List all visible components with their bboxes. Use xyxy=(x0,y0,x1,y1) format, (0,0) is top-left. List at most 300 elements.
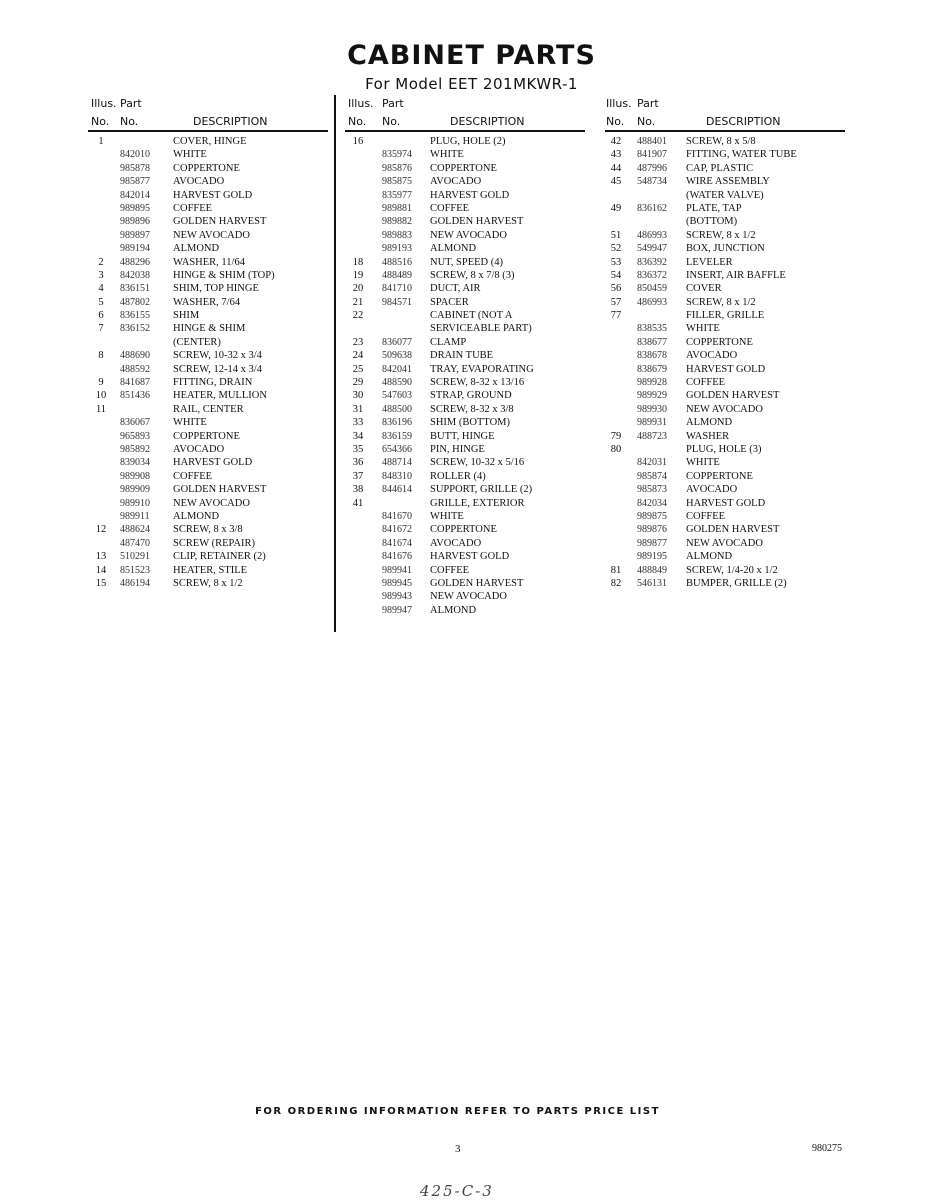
part-row xyxy=(605,350,847,363)
part-description: (CENTER) xyxy=(173,336,221,348)
part-description: HARVEST GOLD xyxy=(430,189,510,201)
part-number: 841676 xyxy=(382,551,412,563)
part-description: WHITE xyxy=(686,457,720,469)
part-number: 989908 xyxy=(120,470,150,482)
part-description: COFFEE xyxy=(173,202,213,214)
part-number: 989896 xyxy=(120,216,150,228)
part-number: 835977 xyxy=(382,189,412,201)
part-number: 989877 xyxy=(637,537,667,549)
part-description: COPPERTONE xyxy=(430,524,497,536)
part-description: ALMOND xyxy=(173,510,220,522)
part-row xyxy=(605,283,847,296)
part-description: WHITE xyxy=(430,510,464,522)
part-number: 510291 xyxy=(120,551,150,563)
illus-number: 23 xyxy=(352,336,364,348)
part-row xyxy=(345,551,587,564)
part-number: 486993 xyxy=(637,229,667,241)
part-description: COPPERTONE xyxy=(173,430,240,442)
part-number: 838678 xyxy=(637,350,667,362)
part-description: SCREW, 8-32 x 3/8 xyxy=(430,403,514,415)
part-row xyxy=(88,538,330,551)
part-number: 488590 xyxy=(382,377,412,389)
page-title: CABINET PARTS xyxy=(347,40,596,71)
part-description: HEATER, MULLION xyxy=(173,390,267,402)
part-description: WIRE ASSEMBLY xyxy=(686,176,770,188)
part-number: 989910 xyxy=(120,497,150,509)
part-description: COPPERTONE xyxy=(686,336,753,348)
part-row xyxy=(345,270,587,283)
part-number: 985875 xyxy=(382,176,412,188)
part-number: 842010 xyxy=(120,149,150,161)
part-row xyxy=(345,283,587,296)
page-number: 3 xyxy=(455,1143,461,1155)
part-row xyxy=(88,257,330,270)
part-row xyxy=(88,377,330,390)
part-number: 836159 xyxy=(382,430,412,442)
part-description: AVOCADO xyxy=(173,443,225,455)
part-number: 546131 xyxy=(637,577,667,589)
part-number: 841672 xyxy=(382,524,412,536)
part-row xyxy=(605,337,847,350)
part-number: 985876 xyxy=(382,162,412,174)
part-row xyxy=(345,444,587,457)
part-row xyxy=(605,257,847,270)
part-description: GOLDEN HARVEST xyxy=(430,577,524,589)
document-code: 980275 xyxy=(812,1143,842,1154)
part-row xyxy=(345,538,587,551)
part-description: COVER xyxy=(686,283,722,295)
part-label: Part xyxy=(120,97,142,110)
illus-number: 53 xyxy=(610,256,622,268)
part-description: COFFEE xyxy=(686,377,726,389)
part-row xyxy=(345,243,587,256)
part-number: 839034 xyxy=(120,457,150,469)
part-number: 989195 xyxy=(637,551,667,563)
part-number: 985877 xyxy=(120,176,150,188)
part-description: ALMOND xyxy=(686,417,733,429)
part-description: GOLDEN HARVEST xyxy=(686,390,780,402)
part-description: ALMOND xyxy=(173,243,220,255)
part-number: 488296 xyxy=(120,256,150,268)
part-number: 989897 xyxy=(120,229,150,241)
part-number: 487802 xyxy=(120,296,150,308)
part-description: (BOTTOM) xyxy=(686,216,738,228)
part-row xyxy=(345,498,587,511)
illus-number: 31 xyxy=(352,403,364,415)
part-number: 838535 xyxy=(637,323,667,335)
part-number: 488489 xyxy=(382,269,412,281)
part-row xyxy=(88,176,330,189)
illus-number: 77 xyxy=(610,310,622,322)
part-row xyxy=(345,591,587,604)
part-row xyxy=(605,404,847,417)
part-row xyxy=(88,511,330,524)
part-row xyxy=(605,323,847,336)
illus-number: 11 xyxy=(95,403,107,415)
part-description: GOLDEN HARVEST xyxy=(686,524,780,536)
part-row xyxy=(88,457,330,470)
part-description: COPPERTONE xyxy=(430,162,497,174)
part-row xyxy=(605,149,847,162)
part-description: SCREW, 8 x 1/2 xyxy=(686,229,756,241)
illus-number: 56 xyxy=(610,283,622,295)
part-row xyxy=(88,431,330,444)
part-row xyxy=(88,350,330,363)
part-row xyxy=(345,431,587,444)
part-row xyxy=(88,270,330,283)
part-number: 836196 xyxy=(382,417,412,429)
part-description: COFFEE xyxy=(686,510,726,522)
illus-number: 41 xyxy=(352,497,364,509)
part-row xyxy=(605,484,847,497)
part-description: FITTING, DRAIN xyxy=(173,377,253,389)
part-row xyxy=(605,431,847,444)
part-row xyxy=(605,498,847,511)
part-description: BUMPER, GRILLE (2) xyxy=(686,577,787,589)
part-description: CABINET (NOT A xyxy=(430,310,513,322)
part-row xyxy=(345,337,587,350)
part-row xyxy=(345,230,587,243)
part-row xyxy=(345,484,587,497)
part-number: 989194 xyxy=(120,243,150,255)
description-label: DESCRIPTION xyxy=(450,115,525,128)
part-number: 488592 xyxy=(120,363,150,375)
part-description: SERVICEABLE PART) xyxy=(430,323,532,335)
part-row xyxy=(88,337,330,350)
part-number: 842041 xyxy=(382,363,412,375)
part-number: 488500 xyxy=(382,403,412,415)
part-row xyxy=(345,511,587,524)
part-row xyxy=(88,484,330,497)
part-row xyxy=(605,270,847,283)
part-number: 836155 xyxy=(120,310,150,322)
part-number: 989193 xyxy=(382,243,412,255)
part-description: NEW AVOCADO xyxy=(686,537,763,549)
part-row xyxy=(88,190,330,203)
illus-number: 36 xyxy=(352,457,364,469)
part-row xyxy=(605,136,847,149)
part-description: WHITE xyxy=(430,149,464,161)
part-row xyxy=(88,243,330,256)
part-row xyxy=(88,323,330,336)
part-row xyxy=(605,310,847,323)
part-description: SCREW, 8 x 3/8 xyxy=(173,524,243,536)
part-number: 989930 xyxy=(637,403,667,415)
part-description: AVOCADO xyxy=(430,537,482,549)
part-description: COPPERTONE xyxy=(686,470,753,482)
illus-number: 20 xyxy=(352,283,364,295)
part-row xyxy=(345,457,587,470)
part-row xyxy=(88,149,330,162)
illus-number: 18 xyxy=(352,256,364,268)
part-description: SCREW, 8 x 1/2 xyxy=(173,577,243,589)
part-number: 841687 xyxy=(120,377,150,389)
part-number: 836077 xyxy=(382,336,412,348)
part-description: AVOCADO xyxy=(173,176,225,188)
part-description: PLATE, TAP xyxy=(686,202,742,214)
illus-number: 24 xyxy=(352,350,364,362)
part-row xyxy=(605,230,847,243)
illus-no-label: No. xyxy=(606,115,625,128)
part-description: DRAIN TUBE xyxy=(430,350,494,362)
part-row xyxy=(345,404,587,417)
part-number: 548734 xyxy=(637,176,667,188)
parts-column-1 xyxy=(88,95,330,591)
illus-number: 4 xyxy=(98,283,104,295)
illus-number: 33 xyxy=(352,417,364,429)
part-number: 989882 xyxy=(382,216,412,228)
part-row xyxy=(345,310,587,323)
part-no-label: No. xyxy=(120,115,139,128)
part-row xyxy=(88,551,330,564)
part-number: 836372 xyxy=(637,269,667,281)
parts-column-2 xyxy=(345,95,587,618)
part-description: COFFEE xyxy=(430,202,470,214)
illus-number: 57 xyxy=(610,296,622,308)
part-row xyxy=(605,377,847,390)
illus-number: 29 xyxy=(352,377,364,389)
part-row xyxy=(345,216,587,229)
part-description: COVER, HINGE xyxy=(173,136,247,147)
part-description: SCREW, 10-32 x 3/4 xyxy=(173,350,262,362)
part-description: CLAMP xyxy=(430,336,467,348)
part-description: HINGE & SHIM xyxy=(173,323,246,335)
part-number: 989881 xyxy=(382,202,412,214)
parts-list xyxy=(605,136,847,591)
part-number: 989909 xyxy=(120,484,150,496)
part-description: HARVEST GOLD xyxy=(173,189,253,201)
illus-number: 2 xyxy=(98,256,104,268)
part-number: 841710 xyxy=(382,283,412,295)
part-row xyxy=(88,364,330,377)
part-row xyxy=(88,203,330,216)
part-label: Part xyxy=(637,97,659,110)
part-description: SHIM, TOP HINGE xyxy=(173,283,259,295)
part-description: BUTT, HINGE xyxy=(430,430,495,442)
illus-label: Illus. xyxy=(91,97,117,110)
illus-number: 79 xyxy=(610,430,622,442)
part-row xyxy=(605,417,847,430)
part-description: ROLLER (4) xyxy=(430,470,486,482)
illus-number: 49 xyxy=(610,202,622,214)
part-row xyxy=(88,390,330,403)
part-row xyxy=(88,230,330,243)
column-header xyxy=(605,95,847,131)
part-number: 654366 xyxy=(382,443,412,455)
part-row xyxy=(88,498,330,511)
part-description: SCREW, 10-32 x 5/16 xyxy=(430,457,525,469)
part-description: SUPPORT, GRILLE (2) xyxy=(430,484,533,496)
part-description: DUCT, AIR xyxy=(430,283,481,295)
part-number: 488401 xyxy=(637,136,667,147)
part-row xyxy=(605,524,847,537)
part-description: FITTING, WATER TUBE xyxy=(686,149,797,161)
part-description: CLIP, RETAINER (2) xyxy=(173,551,266,563)
part-number: 851523 xyxy=(120,564,150,576)
illus-number: 14 xyxy=(95,564,107,576)
part-row xyxy=(605,551,847,564)
part-number: 488690 xyxy=(120,350,150,362)
part-row xyxy=(345,364,587,377)
part-row xyxy=(345,323,587,336)
part-description: SCREW, 8 x 7/8 (3) xyxy=(430,269,515,281)
part-description: FILLER, GRILLE xyxy=(686,310,765,322)
part-row xyxy=(345,377,587,390)
part-number: 488723 xyxy=(637,430,667,442)
part-description: PIN, HINGE xyxy=(430,443,485,455)
part-description: AVOCADO xyxy=(686,350,738,362)
part-number: 842038 xyxy=(120,269,150,281)
illus-number: 30 xyxy=(352,390,364,402)
part-description: AVOCADO xyxy=(686,484,738,496)
part-row xyxy=(345,257,587,270)
part-description: WHITE xyxy=(173,417,207,429)
part-row xyxy=(605,390,847,403)
illus-label: Illus. xyxy=(348,97,374,110)
part-row xyxy=(345,190,587,203)
part-description: HARVEST GOLD xyxy=(430,551,510,563)
part-row xyxy=(345,297,587,310)
illus-number: 37 xyxy=(352,470,364,482)
part-row xyxy=(605,471,847,484)
part-number: 989928 xyxy=(637,377,667,389)
part-number: 841907 xyxy=(637,149,667,161)
part-number: 842031 xyxy=(637,457,667,469)
illus-number: 5 xyxy=(98,296,104,308)
illus-number: 35 xyxy=(352,443,364,455)
part-number: 989875 xyxy=(637,510,667,522)
part-number: 989883 xyxy=(382,229,412,241)
illus-number: 52 xyxy=(610,243,622,255)
illus-number: 3 xyxy=(98,269,104,281)
part-description: ALMOND xyxy=(430,243,477,255)
illus-number: 12 xyxy=(95,524,107,536)
description-label: DESCRIPTION xyxy=(193,115,268,128)
part-number: 836392 xyxy=(637,256,667,268)
illus-label: Illus. xyxy=(606,97,632,110)
part-description: HEATER, STILE xyxy=(173,564,248,576)
illus-number: 80 xyxy=(610,443,622,455)
part-description: NEW AVOCADO xyxy=(173,497,250,509)
part-row xyxy=(88,565,330,578)
part-row xyxy=(88,404,330,417)
part-number: 838679 xyxy=(637,363,667,375)
part-number: 842014 xyxy=(120,189,150,201)
part-number: 989895 xyxy=(120,202,150,214)
part-description: SCREW (REPAIR) xyxy=(173,537,255,549)
part-row xyxy=(345,350,587,363)
part-row xyxy=(605,163,847,176)
illus-number: 43 xyxy=(610,149,622,161)
part-description: SPACER xyxy=(430,296,469,308)
illus-number: 34 xyxy=(352,430,364,442)
part-row xyxy=(88,578,330,591)
part-row xyxy=(345,149,587,162)
part-number: 488516 xyxy=(382,256,412,268)
illus-number: 16 xyxy=(352,136,364,147)
part-number: 547603 xyxy=(382,390,412,402)
part-number: 842034 xyxy=(637,497,667,509)
column-divider xyxy=(334,95,336,632)
part-row xyxy=(88,471,330,484)
part-row xyxy=(605,216,847,229)
part-description: STRAP, GROUND xyxy=(430,390,512,402)
part-number: 841670 xyxy=(382,510,412,522)
ordering-note: FOR ORDERING INFORMATION REFER TO PARTS PRICE LIST xyxy=(255,1106,660,1117)
illus-number: 10 xyxy=(95,390,107,402)
part-description: PLUG, HOLE (3) xyxy=(686,443,762,455)
part-description: GOLDEN HARVEST xyxy=(173,484,267,496)
part-no-label: No. xyxy=(637,115,656,128)
part-row xyxy=(605,457,847,470)
part-description: WHITE xyxy=(686,323,720,335)
part-row xyxy=(605,297,847,310)
illus-no-label: No. xyxy=(348,115,367,128)
part-number: 486993 xyxy=(637,296,667,308)
illus-number: 38 xyxy=(352,484,364,496)
part-number: 844614 xyxy=(382,484,412,496)
part-number: 989911 xyxy=(120,510,150,522)
part-number: 486194 xyxy=(120,577,150,589)
column-header xyxy=(88,95,330,131)
part-number: 989943 xyxy=(382,591,412,603)
part-row xyxy=(605,444,847,457)
illus-number: 54 xyxy=(610,269,622,281)
part-description: BOX, JUNCTION xyxy=(686,243,765,255)
part-row xyxy=(88,524,330,537)
part-description: WASHER xyxy=(686,430,730,442)
part-row xyxy=(88,417,330,430)
illus-number: 7 xyxy=(98,323,104,335)
part-row xyxy=(345,565,587,578)
part-number: 549947 xyxy=(637,243,667,255)
part-row xyxy=(88,216,330,229)
part-row xyxy=(345,417,587,430)
part-row xyxy=(88,310,330,323)
part-row xyxy=(605,203,847,216)
part-description: NEW AVOCADO xyxy=(430,591,507,603)
illus-number: 51 xyxy=(610,229,622,241)
part-number: 965893 xyxy=(120,430,150,442)
parts-column-3 xyxy=(605,95,847,591)
header-rule xyxy=(605,130,845,132)
part-row xyxy=(345,163,587,176)
parts-list xyxy=(88,136,330,591)
part-number: 985873 xyxy=(637,484,667,496)
part-row xyxy=(345,578,587,591)
illus-number: 82 xyxy=(610,577,622,589)
header-rule xyxy=(88,130,328,132)
part-description: NEW AVOCADO xyxy=(686,403,763,415)
illus-number: 21 xyxy=(352,296,364,308)
part-number: 985874 xyxy=(637,470,667,482)
part-description: HARVEST GOLD xyxy=(173,457,253,469)
part-description: PLUG, HOLE (2) xyxy=(430,136,506,147)
description-label: DESCRIPTION xyxy=(706,115,781,128)
part-row xyxy=(88,136,330,149)
part-row xyxy=(605,578,847,591)
illus-number: 25 xyxy=(352,363,364,375)
part-description: INSERT, AIR BAFFLE xyxy=(686,269,786,281)
illus-number: 13 xyxy=(95,551,107,563)
part-number: 851436 xyxy=(120,390,150,402)
part-number: 488624 xyxy=(120,524,150,536)
part-description: COFFEE xyxy=(173,470,213,482)
part-description: HARVEST GOLD xyxy=(686,363,766,375)
part-description: SHIM (BOTTOM) xyxy=(430,417,511,429)
part-description: COPPERTONE xyxy=(173,162,240,174)
part-description: SCREW, 8 x 1/2 xyxy=(686,296,756,308)
